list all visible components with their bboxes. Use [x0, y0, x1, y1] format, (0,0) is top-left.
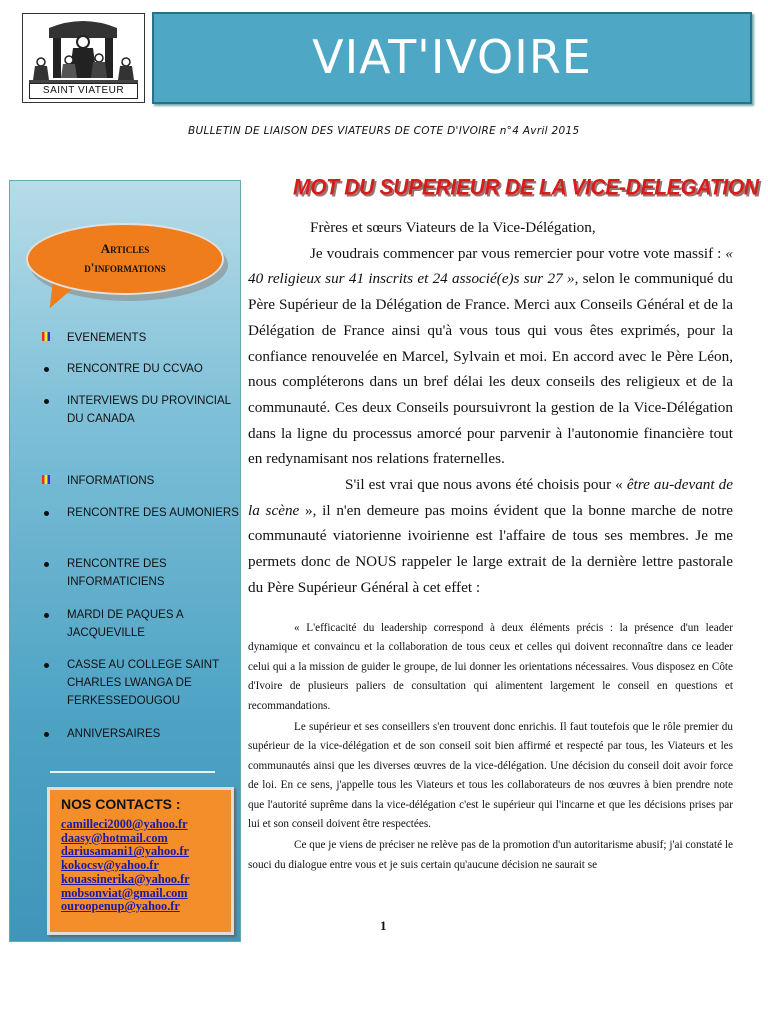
paragraph-1 — [248, 241, 733, 472]
bubble-line-1: Articles — [100, 241, 150, 256]
paragraph-2-start: S'il est vrai que nous avons été choisis pour « — [345, 476, 627, 494]
article-item-label: EVENEMENTS — [67, 332, 147, 344]
contact-email-link[interactable]: mobsonviat@gmail.com — [61, 885, 188, 900]
article-body — [248, 215, 733, 601]
bullet-icon — [44, 613, 49, 618]
contact-email-link[interactable]: kokocsv@yahoo.fr — [61, 858, 159, 873]
cube-icon — [42, 332, 50, 341]
bullet-icon — [44, 562, 49, 567]
page-number: 1 — [380, 918, 387, 933]
bubble-line-2: d'informations — [84, 260, 166, 275]
bullet-icon — [44, 399, 49, 404]
contact-email-link[interactable]: dariusamani1@yahoo.fr — [61, 844, 189, 859]
vote-quote: « 40 religieux sur 41 inscrits et 24 associé(e)s sur 27 » — [248, 244, 733, 288]
title-banner — [152, 12, 752, 104]
article-item-label: MARDI DE PAQUES A JACQUEVILLE — [67, 609, 184, 639]
article-item-label: INTERVIEWS DU PROVINCIAL DU CANADA — [67, 395, 231, 425]
article-item-label: RENCONTRE DES INFORMATICIENS — [67, 558, 167, 588]
contact-email-link[interactable]: daasy@hotmail.com — [61, 830, 168, 845]
cube-icon — [42, 475, 50, 484]
logo-caption: SAINT VIATEUR — [29, 83, 138, 99]
bulletin-title: VIAT'IVOIRE — [312, 30, 592, 84]
logo-illustration-icon — [29, 18, 138, 86]
paragraph-1-end: , selon le communiqué du Père Supérieur de la Délégation de France. Merci aux Conseils Général et de la Délégation de France ainsi qu'à vous tous qui vous êtes exprimés, pour la confiance renouvelée en Marcel, Sylvain et moi. En accord avec le Père Léon, nous compléterons dans un bref délai les deux conseils des religieux et de la communauté. Ces deux Conseils poursuivront la gestion de la Vice-Délégation dans la ligne du processus amorcé pour parvenir à l'autonomie financière tout en redynamisant nos relations fraternelles. — [248, 270, 733, 468]
contact-email-link[interactable]: kouassinerika@yahoo.fr — [61, 871, 190, 886]
contacts-list — [61, 818, 190, 914]
article-title: MOT DU SUPERIEUR DE LA VICE-DELEGATION — [293, 175, 759, 200]
article-item-label: ANNIVERSAIRES — [67, 728, 161, 740]
paragraph-2 — [248, 472, 733, 601]
bullet-icon — [44, 732, 49, 737]
quoted-letter — [248, 619, 733, 877]
article-item-label: RENCONTRE DES AUMONIERS — [67, 507, 239, 519]
greeting-paragraph: Frères et sœurs Viateurs de la Vice-Délégation, — [310, 219, 596, 236]
saint-viateur-logo — [22, 13, 145, 103]
bullet-icon — [44, 367, 49, 372]
articles-bubble-label — [26, 239, 224, 277]
scene-quote: être au-devant de la scène — [248, 476, 733, 519]
contacts-box — [47, 787, 234, 935]
contact-email-link[interactable]: ouroopenup@yahoo.fr — [61, 899, 180, 914]
article-item-label: INFORMATIONS — [67, 475, 155, 487]
bullet-icon — [44, 511, 49, 516]
contacts-title: NOS CONTACTS : — [61, 796, 181, 812]
sidebar-divider — [50, 771, 215, 773]
article-item-label: RENCONTRE DU CCVAO — [67, 363, 203, 375]
quote-paragraph-1: « L'efficacité du leadership correspond à deux éléments précis : la présence d'un leader dynamique et convaincu et la collaboration de tous ceux et celles qui doivent reconnaître dans ce leader celui qui a la mission de guider le groupe, de lui donner les orientations nécessaires. Vous disposez en Côte d'Ivoire de plusieurs paliers de consultation qui alimentent largement le conseil en questions et recommandations. — [248, 622, 733, 712]
articles-sidebar — [9, 180, 241, 942]
quote-paragraph-3: Ce que je viens de préciser ne relève pas de la promotion d'un autoritarisme abusif; j'ai constaté le souci du dialogue entre vous et je suis certain qu'aucune décision ne saurait se — [248, 839, 733, 871]
paragraph-2-end: », il n'en demeure pas moins évident que la bonne marche de notre communauté viatorienne ivoirienne est l'affaire de tous ses membres. Je me permets donc de NOUS rappeler le large extrait de la dernière lettre pastorale du Père Supérieur Général à cet effet : — [248, 501, 733, 596]
bulletin-subtitle: BULLETIN DE LIAISON DES VIATEURS DE COTE D'IVOIRE n°4 Avril 2015 — [188, 125, 580, 137]
bullet-icon — [44, 663, 49, 668]
quote-paragraph-2: Le supérieur et ses conseillers s'en trouvent donc enrichis. Il faut toutefois que le rôle premier du supérieur de la vice-délégation et de son conseil soit bien affirmé et respecté par tous, les Viateurs et les communautés ainsi que les diverses œuvres de la vice-délégation. Une décision du conseil doit avoir force de loi. En ce sens, j'appelle tous les Viateurs et tous les collaborateurs de nos œuvres à bien prendre note que l'autorité suprême dans la vice-délégation c'est le supérieur qui l'incarne et que les décisions prises par lui et son conseil doivent être respectées. — [248, 721, 733, 831]
article-item-label: CASSE AU COLLEGE SAINT CHARLES LWANGA DE FERKESSEDOUGOU — [67, 659, 219, 707]
paragraph-1-start: Je voudrais commencer par vous remercier pour votre vote massif : — [310, 244, 726, 262]
contact-email-link[interactable]: camilleci2000@yahoo.fr — [61, 817, 188, 831]
